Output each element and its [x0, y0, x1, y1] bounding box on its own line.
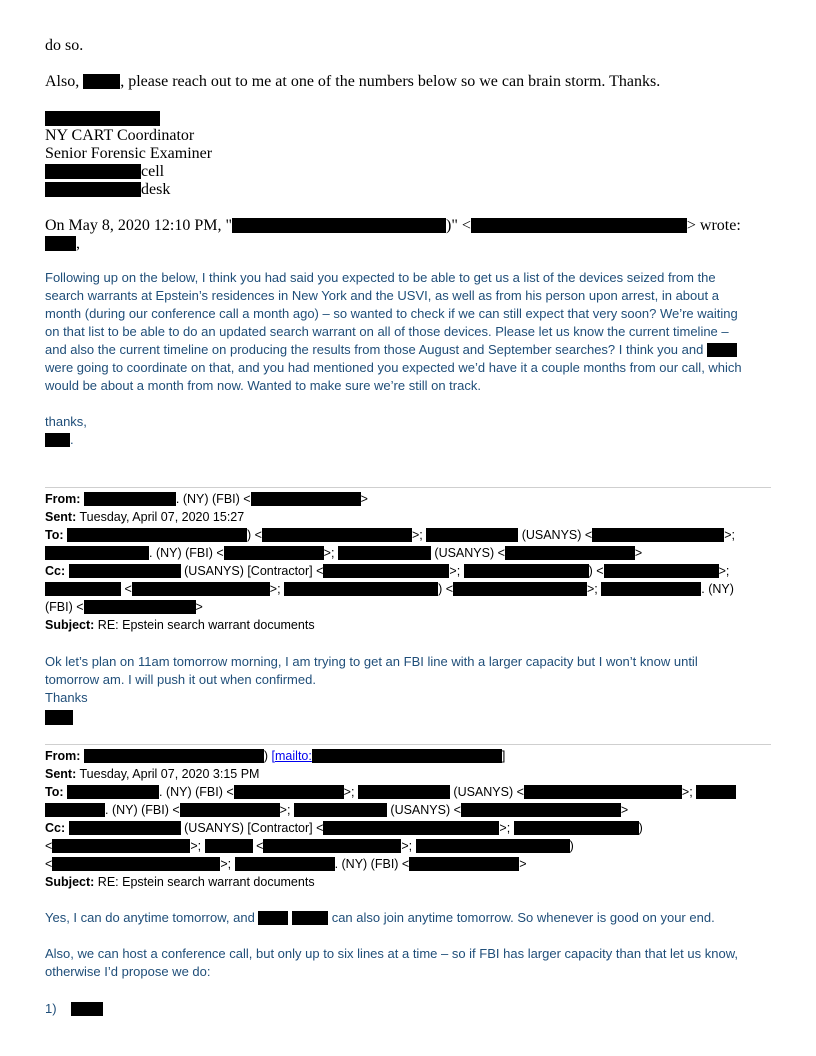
- header-from: From: ) [mailto: ]: [45, 749, 506, 763]
- body-line: Following up on the below, I think you had said you expected to be able to get us a list of the devices seized from the: [45, 270, 716, 285]
- redaction: [707, 343, 737, 357]
- line-do-so: do so.: [45, 37, 84, 54]
- header-subject: Subject: RE: Epstein search warrant documents: [45, 618, 315, 632]
- redaction: [232, 218, 446, 233]
- redaction: [45, 433, 70, 447]
- body-line: otherwise I’d propose we do:: [45, 964, 211, 979]
- redaction: [45, 582, 121, 596]
- redaction: [524, 785, 682, 799]
- redaction: [601, 582, 701, 596]
- redaction: [71, 1002, 103, 1016]
- redaction: [84, 749, 264, 763]
- redaction: [45, 236, 76, 251]
- body-line: search warrants at Epstein’s residences in New York and the USVI, as well as from his person upon arrest, in about a: [45, 288, 719, 303]
- redaction: [262, 528, 412, 542]
- body-line: would be about a month from now. Wanted to make sure we’re still on track.: [45, 378, 481, 393]
- header-cc-cont: < >; < >; ): [45, 839, 574, 853]
- redaction: [45, 182, 141, 197]
- redaction: [358, 785, 450, 799]
- signature-title-1: NY CART Coordinator: [45, 127, 195, 144]
- redaction: [234, 785, 344, 799]
- header-cc: Cc: (USANYS) [Contractor] < >; ) < >;: [45, 564, 730, 578]
- signature-desk: desk: [45, 181, 170, 199]
- sender-initials: .: [45, 432, 74, 447]
- redaction: [592, 528, 724, 542]
- header-cc-cont: < >; . (NY) (FBI) < >: [45, 857, 527, 871]
- redaction: [409, 857, 519, 871]
- redaction: [52, 839, 190, 853]
- redaction: [52, 857, 220, 871]
- body-line: Ok let’s plan on 11am tomorrow morning, I am trying to get an FBI line with a larger capacity but I won’t know until: [45, 654, 698, 669]
- redaction: [323, 564, 449, 578]
- redaction: [514, 821, 639, 835]
- redaction: [471, 218, 687, 233]
- body-line: Yes, I can do anytime tomorrow, and can also join anytime tomorrow. So whenever is good on your end.: [45, 910, 715, 925]
- body-line: on that list to be able to do an updated search warrant on all of those devices. Please let us know the current timeline –: [45, 324, 729, 339]
- redaction: [284, 582, 438, 596]
- redaction: [323, 821, 499, 835]
- list-item: 1): [45, 1001, 103, 1016]
- redaction: [416, 839, 570, 853]
- redaction: [426, 528, 518, 542]
- redaction: [696, 785, 736, 799]
- also-prefix: Also,: [45, 73, 84, 90]
- redaction: [69, 564, 181, 578]
- redaction: [132, 582, 270, 596]
- header-sent: Sent: Tuesday, April 07, 2020 15:27: [45, 510, 245, 524]
- separator-rule: [45, 487, 771, 488]
- redaction: [461, 803, 621, 817]
- redaction: [67, 528, 247, 542]
- header-from: From: . (NY) (FBI) < >: [45, 492, 368, 506]
- redaction: [205, 839, 253, 853]
- redaction: [83, 74, 120, 89]
- redaction: [180, 803, 280, 817]
- redaction: [292, 911, 328, 925]
- signature-title-2: Senior Forensic Examiner: [45, 145, 213, 162]
- redaction: [294, 803, 387, 817]
- header-to-cont: . (NY) (FBI) < >; (USANYS) < >: [45, 803, 628, 817]
- body-line: and also the current timeline on producing the results from those August and September searches? I think you and: [45, 342, 737, 357]
- redaction: [338, 546, 431, 560]
- header-cc-cont: < >; ) < >; . (NY): [45, 582, 734, 596]
- redaction: [69, 821, 181, 835]
- redaction: [505, 546, 635, 560]
- redaction: [453, 582, 587, 596]
- body-line: were going to coordinate on that, and you had mentioned you expected we’d have it a couple months from our call, which: [45, 360, 742, 375]
- header-sent: Sent: Tuesday, April 07, 2020 3:15 PM: [45, 767, 260, 781]
- thanks-line: Thanks: [45, 690, 88, 705]
- body-line: tomorrow am. I will push it out when confirmed.: [45, 672, 316, 687]
- mailto-link[interactable]: [mailto:: [272, 749, 502, 763]
- reply-attribution: On May 8, 2020 12:10 PM, " )" < > wrote:: [45, 217, 741, 234]
- header-to: To: ) < >; (USANYS) < >;: [45, 528, 735, 542]
- header-cc-cont: (FBI) < >: [45, 600, 203, 614]
- redaction: [251, 492, 361, 506]
- thanks-line: thanks,: [45, 414, 87, 429]
- header-subject: Subject: RE: Epstein search warrant documents: [45, 875, 315, 889]
- redaction: [45, 164, 141, 179]
- body-line: month (during our conference call a month ago) – so wanted to check if we can still expect that very soon? We’re waiting: [45, 306, 738, 321]
- sender-initials: [45, 709, 73, 727]
- redaction: [84, 600, 196, 614]
- also-line: [45, 73, 660, 91]
- separator-rule: [45, 744, 771, 745]
- signature-cell: cell: [45, 163, 164, 181]
- redaction: [67, 785, 159, 799]
- greeting: ,: [45, 235, 80, 253]
- body-line: Also, we can host a conference call, but only up to six lines at a time – so if FBI has larger capacity than that let us know,: [45, 946, 738, 961]
- redaction: [604, 564, 719, 578]
- redaction: [258, 911, 288, 925]
- redaction: [464, 564, 589, 578]
- header-cc: Cc: (USANYS) [Contractor] < >; ): [45, 821, 643, 835]
- signature-name-redaction: [45, 110, 160, 128]
- redaction: [45, 803, 105, 817]
- redaction: [263, 839, 401, 853]
- redaction: [84, 492, 176, 506]
- redaction: [224, 546, 324, 560]
- redaction: [235, 857, 335, 871]
- header-to-cont: . (NY) (FBI) < >; (USANYS) < >: [45, 546, 642, 560]
- also-suffix: , please reach out to me at one of the numbers below so we can brain storm. Thanks.: [120, 73, 661, 90]
- redaction: [45, 546, 149, 560]
- redaction: [312, 749, 502, 763]
- header-to: To: . (NY) (FBI) < >; (USANYS) < >;: [45, 785, 736, 799]
